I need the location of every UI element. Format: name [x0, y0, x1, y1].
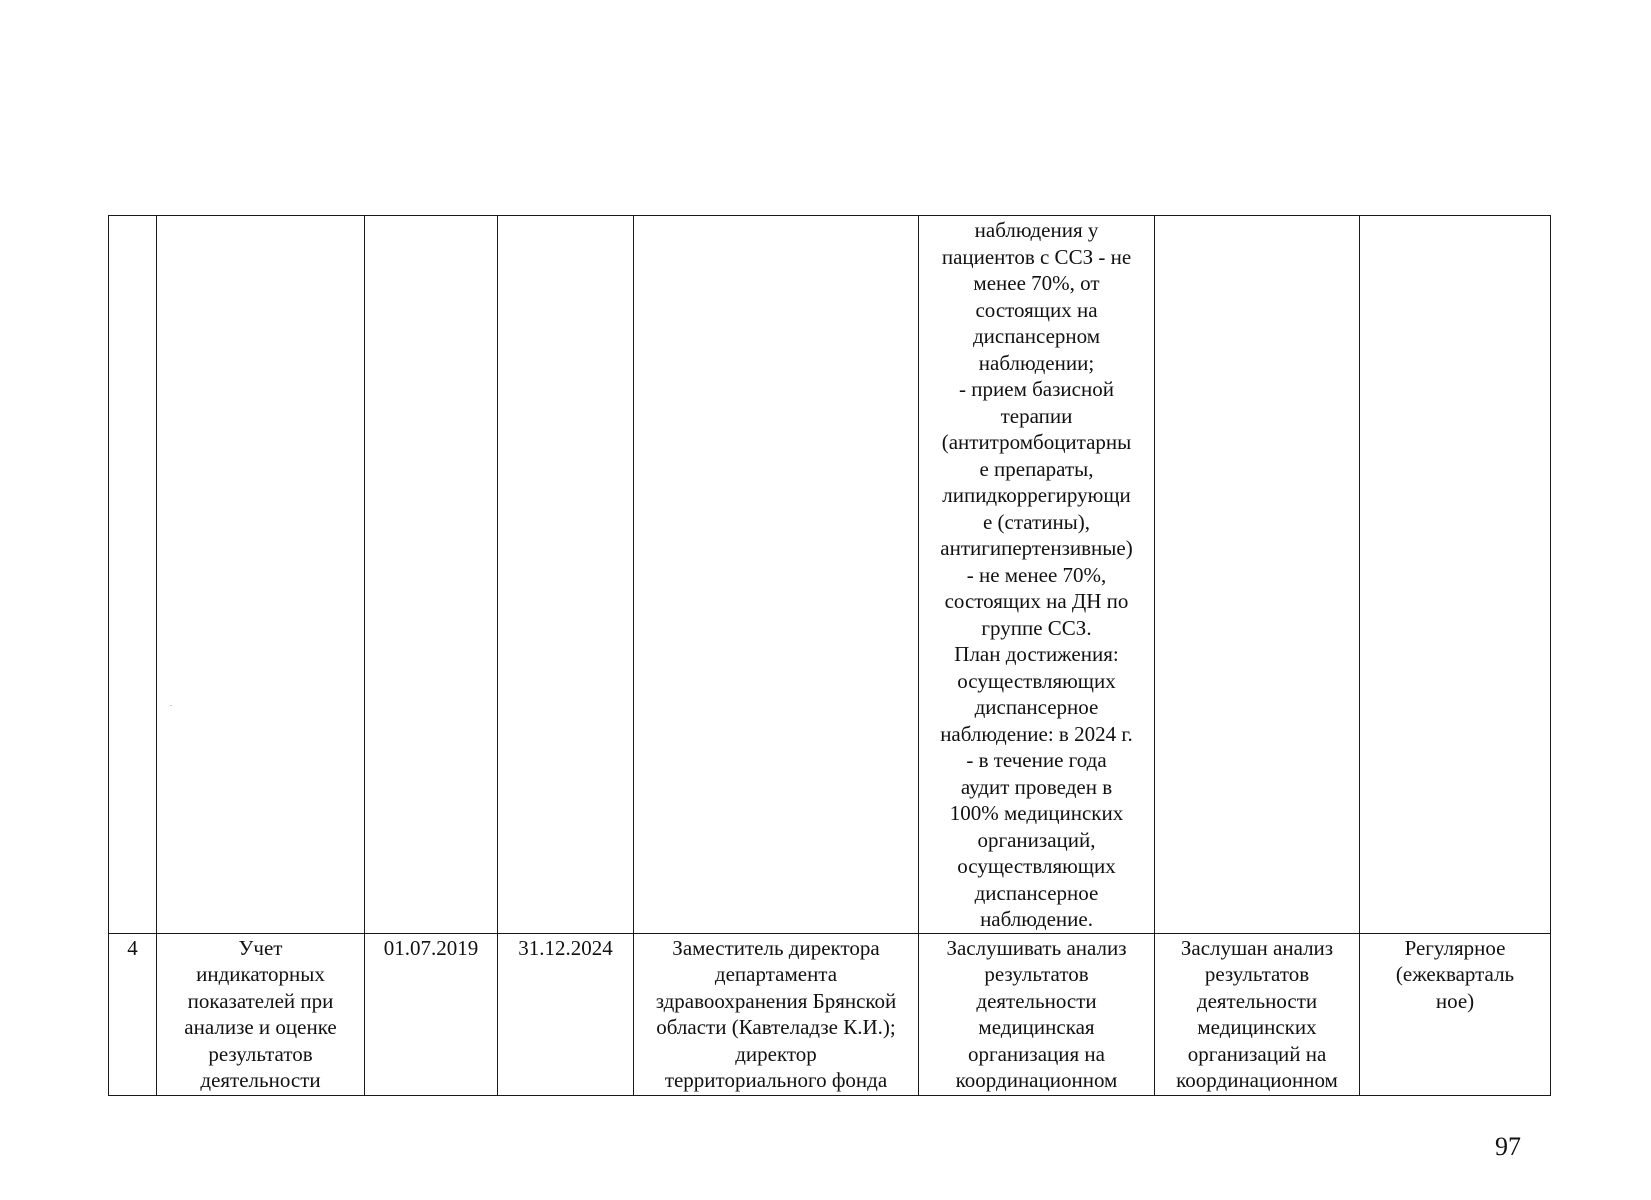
cell-responsible [634, 216, 919, 934]
cell-end-date [498, 216, 634, 934]
cell-result-text: наблюдения у пациентов с ССЗ - не менее 70%, от состоящих на диспансерном наблюдении; - прием базисной терапии (антитромбоцитарны е препараты, липидкоррегирующи е (статины), антигипертензивные) - не менее 70%, состоящих на ДН по группе ССЗ. План достижения: осуществляющих диспансерное наблюдение: в 2024 г. - в течение года аудит проведен в 100% медицинских организаций, осуществляющих диспансерное наблюдение. [919, 216, 1155, 934]
cell-result-text: Заслушивать анализ результатов деятельности медицинская организация на координационном [919, 933, 1155, 1095]
cell-num: 4 [109, 933, 157, 1095]
cell-control [1360, 216, 1551, 934]
table-row-continued [109, 216, 1551, 934]
cell-outcome: Заслушан анализ результатов деятельности медицинских организаций на координационном [1155, 933, 1360, 1095]
cell-outcome [1155, 216, 1360, 934]
cell-end-date: 31.12.2024 [498, 933, 634, 1095]
scan-artifact [170, 705, 172, 706]
cell-activity [157, 216, 365, 934]
cell-start-date [365, 216, 498, 934]
cell-responsible: Заместитель директора департамента здравоохранения Брянской области (Кавтеладзе К.И.); директор территориального фонда [634, 933, 919, 1095]
plan-table [108, 215, 1551, 1096]
table-row-item-4 [109, 933, 1551, 1095]
cell-start-date: 01.07.2019 [365, 933, 498, 1095]
cell-control: Регулярное (ежекварталь ное) [1360, 933, 1551, 1095]
cell-activity: Учет индикаторных показателей при анализе и оценке результатов деятельности [157, 933, 365, 1095]
page-number: 97 [1495, 1132, 1521, 1161]
cell-num [109, 216, 157, 934]
